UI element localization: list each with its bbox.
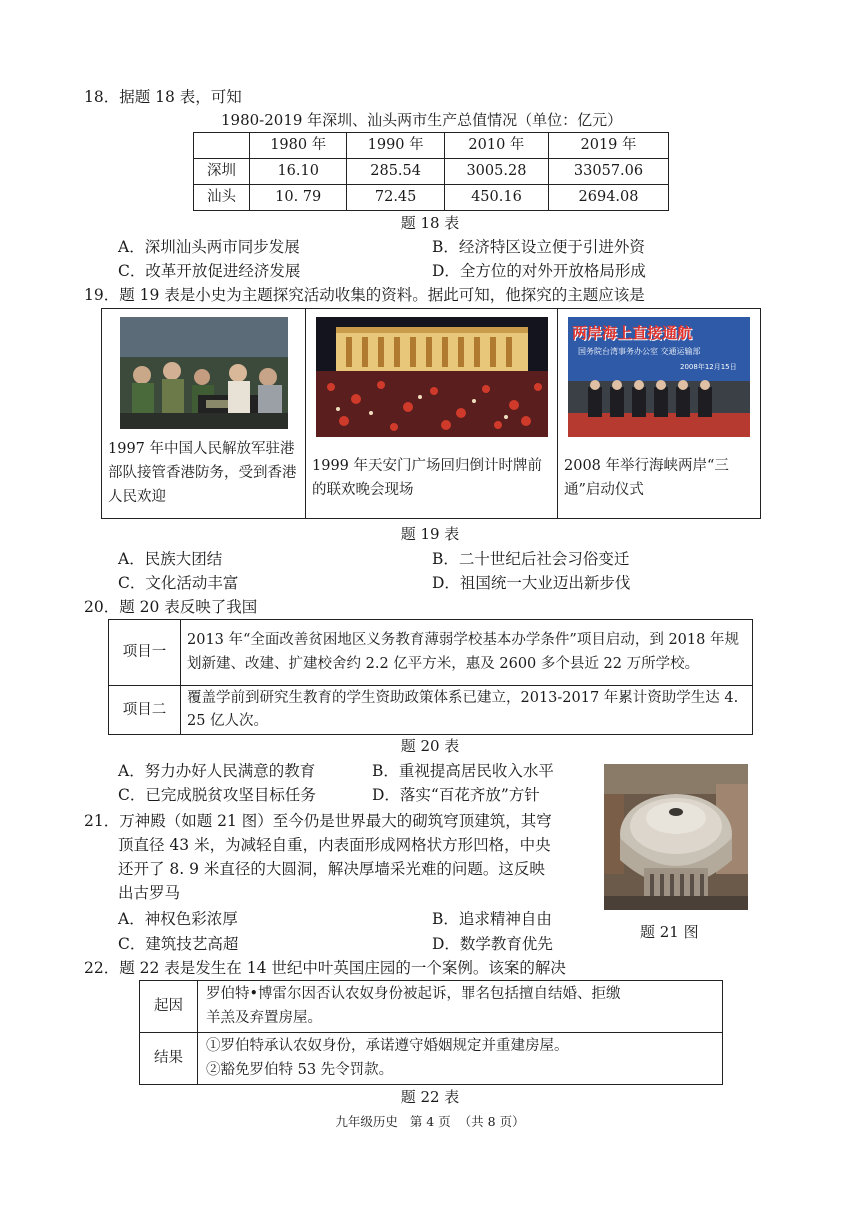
q21-option-a[interactable]: A．神权色彩浓厚 [118, 910, 238, 928]
q21-stem-line-3: 还开了 8. 9 米直径的大圆洞，解决厚墙采光难的问题。这反映 [118, 860, 545, 878]
row-label: 汕头 [194, 185, 250, 211]
table-header-cell: 1980 年 [250, 133, 347, 159]
q21-option-c[interactable]: C．建筑技艺高超 [118, 935, 239, 953]
q22-caption: 题 22 表 [400, 1088, 460, 1106]
result-line: ①罗伯特承认农奴身份，承诺遵守婚姻规定并重建房屋。 [206, 1038, 569, 1055]
q21-figure-caption: 题 21 图 [640, 923, 699, 941]
q19-option-b[interactable]: B．二十世纪后社会习俗变迁 [432, 550, 630, 568]
q19-material-table [101, 308, 761, 519]
q21-stem-line-4: 出古罗马 [118, 884, 181, 902]
table-header-cell: 2010 年 [444, 133, 548, 159]
table-row [109, 620, 753, 686]
q18-gdp-table [193, 132, 669, 211]
table-row [194, 159, 669, 185]
q19-cell-1-text: 1997 年中国人民解放军驻港部队接管香港防务，受到香港人民欢迎 [108, 441, 297, 505]
q18-option-c[interactable]: C．改革开放促进经济发展 [118, 262, 301, 280]
ceremony-banner-text: 两岸海上直接通航 [572, 324, 693, 342]
table-cell: 72.45 [347, 185, 444, 211]
table-cell: 16.10 [250, 159, 347, 185]
q20-option-c[interactable]: C．已完成脱贫攻坚目标任务 [118, 786, 316, 804]
q19-stem: 19．题 19 表是小史为主题探究活动收集的资料。据此可知，他探究的主题应该是 [84, 286, 645, 304]
table-cell: 2694.08 [549, 185, 669, 211]
q20-material-table [108, 619, 753, 735]
q18-caption: 题 18 表 [400, 214, 460, 232]
cause-line: 羊羔及弃置房屋。 [206, 1009, 322, 1026]
q19-caption: 题 19 表 [400, 525, 460, 543]
table-row [102, 309, 761, 519]
row-label: 项目二 [109, 686, 181, 735]
q19-option-d[interactable]: D．祖国统一大业迈出新步伐 [432, 574, 631, 592]
tiananmen-gala-photo [316, 317, 548, 437]
q18-option-a[interactable]: A．深圳汕头两市同步发展 [118, 238, 300, 256]
table-row [109, 686, 753, 735]
q19-cell-3 [558, 309, 761, 519]
q19-cell-1 [102, 309, 306, 519]
table-header-cell [194, 133, 250, 159]
q18-stem: 18．据题 18 表，可知 [84, 88, 242, 106]
q18-option-d[interactable]: D．全方位的对外开放格局形成 [432, 262, 646, 280]
table-cell: 2013 年“全面改善贫困地区义务教育薄弱学校基本办学条件”项目启动，到 2018 年规划新建、改建、扩建校舍约 2.2 亿平方米，惠及 2600 多个县近 22 万所学校。 [181, 620, 753, 686]
q22-stem: 22．题 22 表是发生在 14 世纪中叶英国庄园的一个案例。该案的解决 [84, 959, 566, 977]
row-label: 结果 [140, 1033, 198, 1085]
q20-option-d[interactable]: D．落实“百花齐放”方针 [372, 786, 540, 804]
pla-hongkong-photo [120, 317, 288, 429]
table-header-cell: 1990 年 [347, 133, 444, 159]
table-cell: 33057.06 [549, 159, 669, 185]
q19-cell-2-text: 1999 年天安门广场回归倒计时牌前的联欢晚会现场 [312, 458, 543, 498]
ceremony-sub-banner-text: 国务院台湾事务办公室 交通运输部 [578, 347, 701, 356]
table-row [140, 981, 723, 1033]
pantheon-figure [604, 764, 748, 910]
ceremony-date-text: 2008年12月15日 [680, 363, 737, 371]
cause-line: 罗伯特•博雷尔因否认农奴身份被起诉，罪名包括擅自结婚、拒缴 [206, 986, 621, 1003]
q21-option-b[interactable]: B．追求精神自由 [432, 910, 552, 928]
table-row [140, 1033, 723, 1085]
page-footer: 九年级历史 第 4 页 （共 8 页） [335, 1114, 525, 1129]
table-header-row [194, 133, 669, 159]
q22-case-table [139, 980, 723, 1085]
q20-stem: 20．题 20 表反映了我国 [84, 598, 258, 616]
row-label: 深圳 [194, 159, 250, 185]
q20-option-a[interactable]: A．努力办好人民满意的教育 [118, 762, 316, 780]
q19-cell-3-text: 2008 年举行海峡两岸“三通”启动仪式 [564, 458, 729, 498]
q18-option-b[interactable]: B．经济特区设立便于引进外资 [432, 238, 645, 256]
q19-cell-2 [306, 309, 558, 519]
result-line: ②豁免罗伯特 53 先令罚款。 [206, 1061, 394, 1078]
q19-option-c[interactable]: C．文化活动丰富 [118, 574, 239, 592]
table-cell: 285.54 [347, 159, 444, 185]
table-cell: 10. 79 [250, 185, 347, 211]
q19-option-a[interactable]: A．民族大团结 [118, 550, 223, 568]
table-cell: 3005.28 [444, 159, 548, 185]
q18-table-title: 1980-2019 年深圳、汕头两市生产总值情况（单位：亿元） [221, 111, 623, 129]
three-links-ceremony-photo [568, 317, 750, 437]
table-cell: 450.16 [444, 185, 548, 211]
table-row [194, 185, 669, 211]
row-label: 起因 [140, 981, 198, 1033]
q20-caption: 题 20 表 [400, 737, 460, 755]
row-label: 项目一 [109, 620, 181, 686]
q21-stem-line-2: 顶直径 43 米，为减轻自重，内表面形成网格状方形凹格，中央 [118, 836, 551, 854]
table-cell [198, 981, 723, 1033]
q21-option-d[interactable]: D．数学教育优先 [432, 935, 553, 953]
table-cell: 覆盖学前到研究生教育的学生资助政策体系已建立，2013-2017 年累计资助学生达 4. 25 亿人次。 [181, 686, 753, 735]
q21-stem-line-1: 21．万神殿（如题 21 图）至今仍是世界最大的砌筑穹顶建筑，其穹 [84, 812, 552, 830]
table-header-cell: 2019 年 [549, 133, 669, 159]
table-cell [198, 1033, 723, 1085]
q20-option-b[interactable]: B．重视提高居民收入水平 [372, 762, 554, 780]
